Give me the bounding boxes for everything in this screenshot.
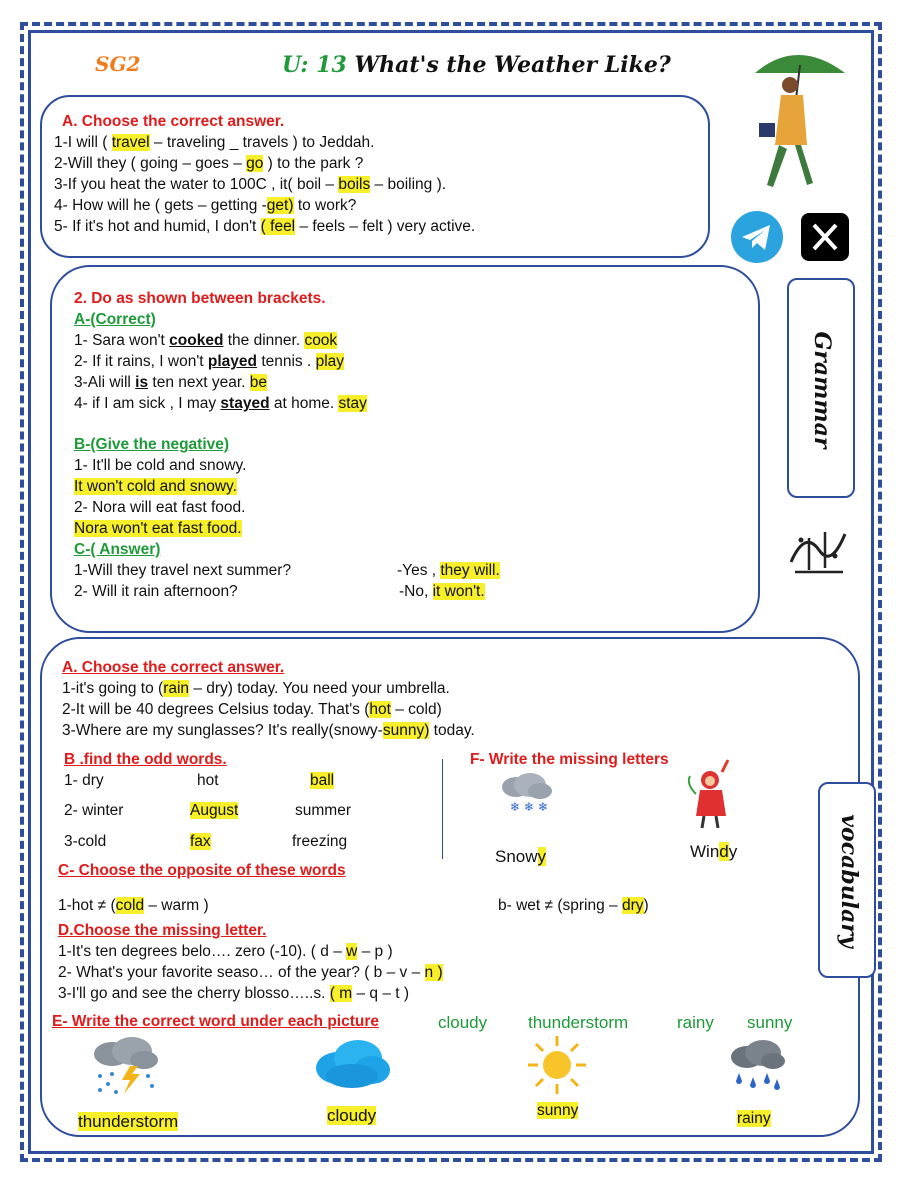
- grammar-a-q5: 5- If it's hot and humid, I don't ( feel – feels – felt ) very active.: [54, 218, 476, 235]
- odd-row-1-c2: hot: [197, 772, 219, 789]
- word-bank-rainy: rainy: [677, 1013, 714, 1032]
- answer-sunny: sunny: [537, 1102, 579, 1119]
- grammar-2-b-heading: B-(Give the negative): [74, 436, 230, 453]
- odd-row-3-c2: fax: [190, 833, 211, 850]
- vocab-a-heading: A. Choose the correct answer.: [62, 659, 285, 676]
- grammar-section-2: [50, 265, 760, 633]
- page-title: [282, 52, 671, 78]
- rain-cloud-icon: [725, 1039, 787, 1095]
- divider-line: [442, 759, 443, 859]
- snow-cloud-icon: [494, 771, 556, 815]
- word-bank-cloudy: cloudy: [438, 1013, 488, 1032]
- vocabulary-label: vocabulary: [836, 814, 862, 948]
- thunderstorm-icon: [86, 1036, 162, 1098]
- grammar-2-heading: 2. Do as shown between brackets.: [74, 290, 326, 307]
- grammar-2-b2: 2- Nora will eat fast food.: [74, 499, 246, 516]
- grammar-2-c-heading: C-( Answer): [74, 541, 161, 558]
- answer-thunderstorm: thunderstorm: [78, 1112, 179, 1131]
- odd-row-3-c3: freezing: [292, 833, 348, 850]
- man-umbrella-illustration: [745, 45, 850, 195]
- odd-row-2-c1: 2- winter: [64, 802, 124, 819]
- grammar-a-q3: 3-If you heat the water to 100C , it( boil – boils – boiling ).: [54, 176, 447, 193]
- odd-row-1-c3: ball: [310, 772, 335, 789]
- vocab-c1: 1-hot ≠ (cold – warm ): [58, 897, 209, 914]
- odd-row-3-c1: 3-cold: [64, 833, 107, 850]
- grammar-2-b1-answer: It won't cold and snowy.: [74, 478, 237, 495]
- grammar-2-c1-answer: -Yes , they will.: [397, 562, 500, 579]
- grammar-a-q2: 2-Will they ( going – goes – go ) to the park ?: [54, 155, 364, 172]
- word-bank-sunny: sunny: [747, 1013, 793, 1032]
- grammar-section-a: [40, 95, 710, 258]
- grammar-label: Grammar: [809, 331, 835, 449]
- grammar-a-q1: 1-I will ( travel – traveling _ travels ) to Jeddah.: [54, 134, 375, 151]
- answer-cloudy: cloudy: [327, 1106, 377, 1125]
- odd-row-2-c2: August: [190, 802, 239, 819]
- vocab-a3: 3-Where are my sunglasses? It's really(snowy-sunny) today.: [62, 722, 475, 739]
- svg-text:❄: ❄: [538, 800, 549, 814]
- calligraphy-icon: [785, 520, 853, 582]
- windy-answer: Windy: [690, 842, 738, 861]
- grammar-2-c2-answer: -No, it won't.: [399, 583, 485, 600]
- vocab-a2: 2-It will be 40 degrees Celsius today. That's (hot – cold): [62, 701, 442, 718]
- grammar-2-a3: 3-Ali will is ten next year. be: [74, 374, 268, 391]
- vocab-a1: 1-it's going to (rain – dry) today. You need your umbrella.: [62, 680, 450, 697]
- vocab-f-heading: F- Write the missing letters: [470, 751, 669, 768]
- windy-girl-icon: [682, 754, 740, 834]
- grammar-2-a1: 1- Sara won't cooked the dinner. cook: [74, 332, 338, 349]
- vocab-d-heading: D.Choose the missing letter.: [58, 922, 267, 939]
- telegram-icon[interactable]: [730, 210, 784, 264]
- svg-text:❄: ❄: [524, 800, 535, 814]
- sun-icon: [526, 1034, 588, 1096]
- vocab-d2: 2- What's your favorite seaso… of the year? ( b – v – n ): [58, 964, 443, 981]
- odd-row-1-c1: 1- dry: [64, 772, 104, 789]
- word-bank-thunderstorm: thunderstorm: [528, 1013, 629, 1032]
- cloud-icon: [312, 1036, 392, 1090]
- grammar-2-a-heading: A-(Correct): [74, 311, 156, 328]
- vocab-d1: 1-It's ten degrees belo…. zero (-10). ( d – w – p ): [58, 943, 393, 960]
- grammar-2-a2: 2- If it rains, I won't played tennis . play: [74, 353, 345, 370]
- grammar-2-b2-answer: Nora won't eat fast food.: [74, 520, 242, 537]
- x-twitter-icon[interactable]: [800, 212, 850, 262]
- vocab-c-heading: C- Choose the opposite of these words: [58, 862, 346, 879]
- grammar-2-b1: 1- It'll be cold and snowy.: [74, 457, 247, 474]
- vocab-d3: 3-I'll go and see the cherry blosso…..s. ( m – q – t ): [58, 985, 410, 1002]
- sheet-code: SG2: [95, 52, 141, 76]
- grammar-label-box: [787, 278, 855, 498]
- svg-text:❄: ❄: [510, 800, 521, 814]
- vocab-e-heading: E- Write the correct word under each picture: [52, 1013, 380, 1030]
- grammar-2-a4: 4- if I am sick , I may stayed at home. stay: [74, 395, 367, 412]
- vocab-b-heading: B .find the odd words.: [64, 751, 227, 768]
- answer-rainy: rainy: [737, 1110, 771, 1127]
- grammar-a-heading: A. Choose the correct answer.: [62, 113, 285, 130]
- title-text: What's the Weather Like?: [354, 52, 671, 78]
- unit-label: U: 13: [282, 52, 347, 78]
- grammar-a-q4: 4- How will he ( gets – getting -get) to work?: [54, 197, 357, 214]
- grammar-2-c2: 2- Will it rain afternoon?: [74, 583, 238, 600]
- vocabulary-label-box: [818, 782, 876, 978]
- vocab-c2: b- wet ≠ (spring – dry): [498, 897, 649, 914]
- odd-row-2-c3: summer: [295, 802, 351, 819]
- vocabulary-section: [40, 637, 860, 1137]
- grammar-2-c1: 1-Will they travel next summer?: [74, 562, 292, 579]
- snowy-answer: Snowy: [495, 847, 547, 866]
